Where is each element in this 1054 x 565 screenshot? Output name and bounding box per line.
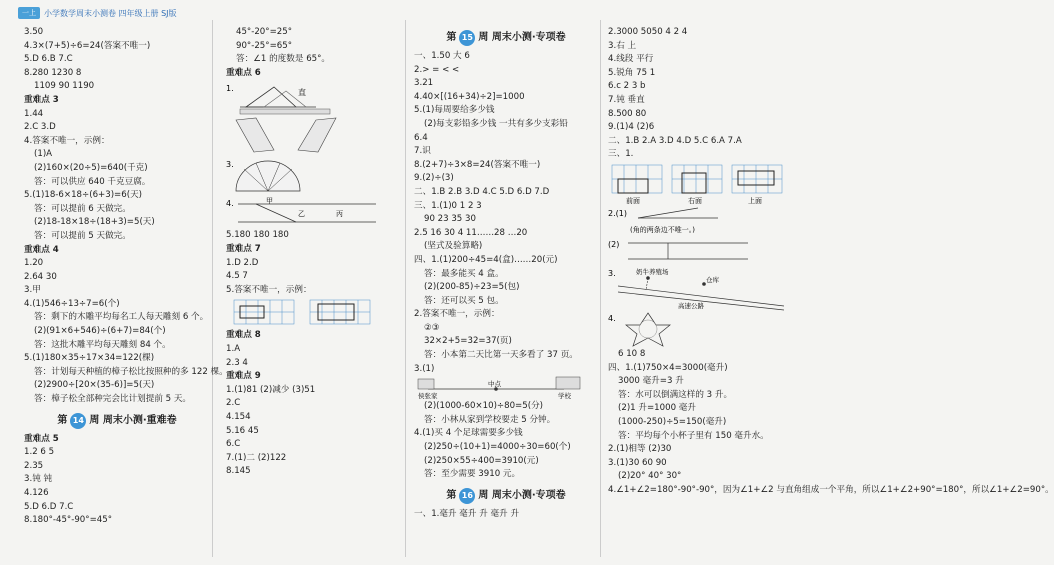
answer-line: 4.答案不唯一，示例： — [24, 135, 110, 146]
answer-line: 5.180 180 180 — [226, 230, 289, 241]
map-label-mid: 中点 — [488, 380, 501, 389]
parallel-lines-figure — [226, 196, 396, 228]
answer-line: 2.> = < < — [414, 64, 460, 75]
map-label-warehouse: 仓库 — [706, 275, 719, 284]
answer-line: 3.甲 — [24, 285, 41, 296]
answer-line: 答：可以提前 5 天做完。 — [34, 230, 131, 241]
answer-line: 6.C — [226, 439, 241, 450]
answer-line: 2.35 — [24, 460, 44, 471]
view-label: 前面 — [626, 196, 640, 205]
answer-line: 3.(1) — [414, 363, 435, 374]
section-heading: 重难点 5 — [24, 433, 59, 444]
answer-line: (2)(1000-60×10)÷80=5(分) — [424, 401, 544, 412]
map-label-road: 高速公路 — [678, 301, 704, 310]
answer-group — [414, 508, 598, 522]
banner-prefix: 第 — [446, 490, 457, 502]
answer-line: 6 10 8 — [618, 348, 646, 359]
week-number-badge: 16 — [459, 488, 475, 504]
answer-line: 答：这批木雕平均每天雕刻 84 个。 — [34, 339, 171, 350]
answer-line: 8.280 1230 8 — [24, 67, 82, 78]
answer-line: 三、1.(1)0 1 2 3 — [414, 200, 482, 211]
star-figure — [608, 311, 794, 347]
answer-line: 5.16 45 — [226, 425, 259, 436]
section-heading: 重难点 6 — [226, 67, 261, 78]
answer-line: 答：小林从家到学校要走 5 分钟。 — [424, 414, 556, 425]
answer-line: 三、1. — [608, 149, 634, 160]
figure-text: 甲 — [266, 197, 273, 206]
answer-line: 1.(1)81 (2)减少 (3)51 — [226, 384, 316, 395]
answer-line: 4.3×(7+5)÷6=24(答案不唯一) — [24, 40, 151, 51]
week-number-badge: 14 — [70, 413, 86, 429]
answer-line: 5.(1)180×35÷17×34=122(棵) — [24, 353, 155, 364]
answer-line: 4.线段 平行 — [608, 54, 654, 65]
three-views-figure — [608, 163, 794, 205]
figure-text: 直 — [298, 88, 306, 98]
answer-line: (坚式及验算略) — [424, 241, 483, 252]
angle-figure — [608, 206, 794, 236]
parallel-drawing — [608, 237, 794, 265]
answer-line: 4.(1)546÷13÷7=6(个) — [24, 298, 120, 309]
answer-line: 45°-20°=25° — [236, 27, 292, 37]
route-map-drawing — [414, 377, 594, 399]
answer-line: 3.21 — [414, 78, 434, 89]
column-4 — [608, 26, 1054, 497]
answer-line: 8.145 — [226, 466, 251, 477]
three-views-drawing — [608, 163, 794, 205]
answer-line: 答：还可以买 5 包。 — [424, 295, 504, 306]
figure-label: 3. — [226, 160, 234, 170]
week-banner — [414, 28, 598, 48]
answer-group — [414, 50, 598, 376]
answer-line: 答：最多能买 4 盒。 — [424, 268, 504, 279]
map-label-school: 学校 — [558, 392, 571, 401]
answer-line: 5.答案不唯一，示例： — [226, 284, 312, 295]
figure-label: 1. — [226, 84, 234, 94]
figure-4 — [226, 196, 402, 228]
answer-group — [226, 343, 402, 370]
answer-line: 5.D 6.B 7.C — [24, 54, 73, 65]
triangle-ruler-figure — [226, 81, 396, 115]
answer-line: 7.钝 垂直 — [608, 94, 645, 105]
view-label: 上面 — [748, 196, 762, 205]
parallel-figure — [608, 237, 794, 265]
answer-line: 4.40×[(16+34)÷2]=1000 — [414, 91, 525, 102]
answer-line: 四、1.(1)200÷45=4(盒)……20(元) — [414, 254, 558, 265]
section-heading: 重难点 4 — [24, 244, 59, 255]
answer-line: 1.2 6 5 — [24, 447, 55, 458]
answer-line: 2.64 30 — [24, 271, 57, 282]
answer-line: 答：可以提前 6 天做完。 — [34, 203, 131, 214]
answer-line: (2)(91×6+546)÷(6+7)=84(个) — [34, 326, 166, 337]
figure-label: (2) — [608, 239, 620, 249]
answer-line: (2)1 升=1000 毫升 — [618, 403, 696, 414]
road-drawing — [608, 266, 794, 310]
answer-line: 二、1.B 2.A 3.D 4.D 5.C 6.A 7.A — [608, 135, 742, 146]
answer-line: 答：小本第二天比第一天多看了 37 页。 — [424, 350, 578, 361]
answer-line: 答：樟子松全部种完会比计划提前 5 天。 — [34, 394, 192, 405]
answer-line: (2)(200-85)÷23=5(包) — [424, 282, 520, 293]
answer-line: 1.44 — [24, 108, 44, 119]
answer-group — [414, 400, 598, 482]
header-title: 小学数学周末小测卷 四年级上册 SJ版 — [44, 8, 177, 18]
answer-line: 四、1.(1)750×4=3000(毫升) — [608, 362, 728, 373]
column-divider — [600, 20, 601, 557]
answer-line: 90 23 35 30 — [424, 214, 476, 225]
answer-group — [226, 257, 402, 298]
section-heading: 重难点 8 — [226, 330, 261, 341]
answer-line: 3.右 上 — [608, 40, 637, 51]
answer-line: 4.154 — [226, 411, 251, 422]
answer-line: 8.500 80 — [608, 108, 647, 119]
answer-line: 3000 毫升=3 升 — [618, 376, 684, 387]
answer-group — [608, 348, 1054, 498]
road-figure — [608, 266, 794, 310]
grid-drawings — [226, 298, 396, 328]
answer-line: 1.20 — [24, 258, 44, 269]
answer-line: (2)250×55÷400=3910(元) — [424, 455, 539, 466]
answer-line: 答：水可以倒满这样的 3 升。 — [618, 389, 733, 400]
grid-figure — [226, 298, 402, 328]
answer-line: 1.A — [226, 343, 241, 354]
section-heading: 重难点 7 — [226, 243, 261, 254]
answer-line: 答：至少需要 3910 元。 — [424, 469, 521, 480]
answer-line: 1109 90 1190 — [34, 81, 95, 92]
week-banner — [24, 411, 210, 431]
answer-line: 答：平均每个小杯子里有 150 毫升水。 — [618, 430, 769, 441]
answer-group — [226, 26, 402, 67]
answer-line: 3.钝 钝 — [24, 474, 53, 485]
column-divider — [212, 20, 213, 557]
answer-line: 5.(1)18-6×18÷(6+3)=6(天) — [24, 190, 143, 201]
banner-prefix: 第 — [446, 32, 457, 44]
rulers-figure — [226, 116, 396, 156]
section-heading: 重难点 9 — [226, 371, 261, 382]
answer-line: ②③ — [424, 322, 440, 333]
answer-group — [226, 384, 402, 479]
answer-line: (2)每支彩铅多少钱 一共有多少支彩铅 — [424, 118, 568, 129]
answer-line: 9.(1)4 (2)6 — [608, 122, 655, 133]
answer-line: 4.(1)买 4 个足球需要多少钱 — [414, 428, 523, 439]
answer-line: 2.答案不唯一，示例： — [414, 309, 500, 320]
figure-label: 4. — [226, 199, 234, 209]
answer-line: (1)A — [34, 149, 53, 160]
view-label: 右面 — [688, 196, 702, 205]
star-drawing — [608, 311, 794, 347]
answer-line: 2.C — [226, 398, 241, 409]
answer-line: 4.∠1+∠2=180°-90°-90°，因为∠1+∠2 与直角组成一个平角，所以∠1+∠2+90°=180°，所以∠1+∠2=90°。 — [608, 484, 1054, 495]
answer-line: 2.(1)相等 (2)30 — [608, 444, 672, 455]
answer-line: (2)250÷(10+1)=4000÷30=60(个) — [424, 442, 571, 453]
figure-label: 4. — [608, 313, 616, 323]
figure-note: (角的两条边不唯一。) — [630, 225, 695, 234]
protractor-figure — [226, 157, 396, 195]
answer-line: 6.4 — [414, 132, 428, 143]
banner-title: 周 周末小测·重难卷 — [89, 414, 177, 426]
answer-group — [24, 257, 228, 407]
answer-line: 8.(2+7)÷3×8=24(答案不唯一) — [414, 159, 541, 170]
column-2 — [226, 26, 402, 479]
answer-line: 7.(1)二 (2)122 — [226, 452, 287, 463]
answer-line: 答：剩下的木雕平均每名工人每天雕刻 6 个。 — [34, 312, 209, 323]
answer-line: (2)18-18×18÷(18+3)=5(天) — [34, 217, 155, 228]
answer-line: (2)160×(20÷5)=640(千克) — [34, 162, 148, 173]
answer-line: 一、1.毫升 毫升 升 毫升 升 — [414, 508, 520, 519]
banner-title: 周 周末小测·专项卷 — [478, 32, 566, 44]
answer-line: 一、1.50 大 6 — [414, 51, 470, 61]
answer-line: 6.c 2 3 b — [608, 81, 646, 92]
route-map — [414, 377, 598, 399]
answer-group — [226, 229, 402, 243]
angle-drawing — [608, 206, 794, 236]
banner-title: 周 周末小测·专项卷 — [478, 490, 566, 502]
answer-line: (1000-250)÷5=150(毫升) — [618, 416, 727, 427]
figure-2 — [226, 116, 402, 156]
answer-line: 3.(1)30 60 90 — [608, 457, 667, 468]
figure-label: 2.(1) — [608, 208, 627, 218]
answer-line: 4.126 — [24, 488, 49, 498]
answer-line: 5.锐角 75 1 — [608, 67, 656, 78]
answer-line: 90°-25°=65° — [236, 40, 292, 51]
week-number-badge: 15 — [459, 30, 475, 46]
answer-line: 答：计划每天种植的樟子松比按照种的多 122 棵。 — [34, 366, 228, 377]
map-label-factory: 奶牛养殖场 — [636, 267, 669, 276]
answer-line: 7.识 — [414, 146, 431, 157]
figure-1 — [226, 81, 402, 115]
figure-label: 3. — [608, 268, 616, 278]
answer-line: 答：可以供应 640 千克豆腐。 — [34, 176, 151, 187]
banner-prefix: 第 — [57, 414, 68, 426]
answer-line: (2)2900÷[20×(35-6)]=5(天) — [34, 380, 155, 391]
week-banner — [414, 486, 598, 506]
answer-line: 5.D 6.D 7.C — [24, 501, 74, 512]
answer-line: 32×2+5=32=37(页) — [424, 336, 512, 347]
map-label-home: 侯张家 — [418, 392, 438, 401]
answer-line: 1.D 2.D — [226, 257, 259, 268]
figure-text: 乙 — [298, 210, 305, 219]
figure-text: 丙 — [336, 210, 343, 219]
answer-group — [608, 26, 794, 162]
section-heading: 重难点 3 — [24, 94, 59, 105]
answer-line: 2.C 3.D — [24, 122, 56, 133]
answer-group — [24, 26, 210, 94]
answer-line: 答：∠1 的度数是 65°。 — [236, 54, 331, 65]
answer-line: 2.5 16 30 4 11……28 …20 — [414, 227, 528, 238]
answer-group — [24, 108, 210, 244]
answer-line: 5.(1)每周要给多少钱 — [414, 105, 495, 116]
column-divider — [405, 20, 406, 557]
answer-line: 2.3 4 — [226, 357, 248, 368]
answer-line: 3.50 — [24, 27, 44, 37]
answer-line: 二、1.B 2.B 3.D 4.C 5.D 6.D 7.D — [414, 186, 550, 197]
column-3 — [414, 26, 598, 521]
answer-line: (2)20° 40° 30° — [618, 471, 682, 482]
answer-line: 9.(2)÷(3) — [414, 173, 454, 184]
header-badge: 一上 — [18, 7, 40, 19]
answer-line: 2.3000 5050 4 2 4 — [608, 27, 688, 37]
column-1 — [24, 26, 228, 528]
answer-line: 4.5 7 — [226, 271, 248, 282]
figure-3 — [226, 157, 402, 195]
page-header — [18, 5, 177, 21]
answer-group — [24, 446, 210, 528]
answer-line: 8.180°-45°-90°=45° — [24, 515, 112, 526]
